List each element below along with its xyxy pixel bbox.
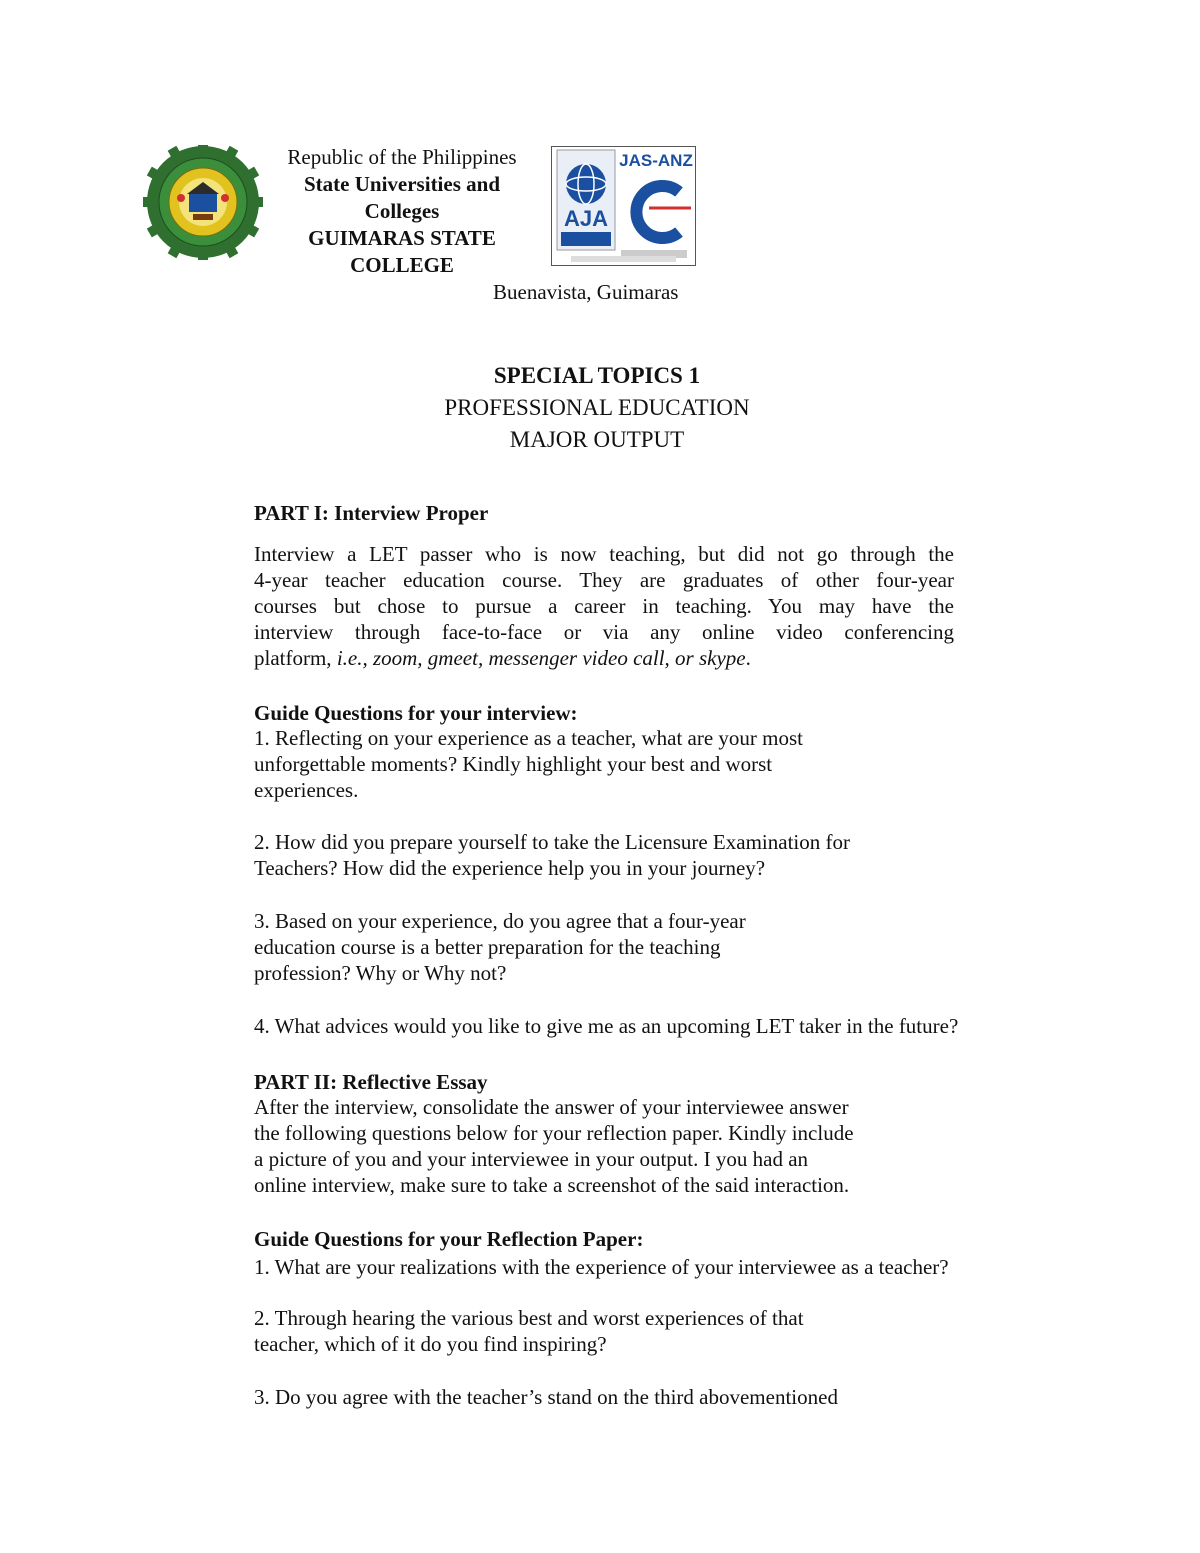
intro-last-suffix: . [745, 646, 751, 670]
document-title [300, 360, 894, 456]
part1-question-4 [254, 1013, 1054, 1039]
title-line3: MAJOR OUTPUT [509, 427, 685, 452]
intro-platform-examples: i.e., zoom, gmeet, messenger video call, or skype [336, 646, 746, 670]
question-line: unforgettable moments? Kindly highlight your best and worst [254, 752, 773, 776]
part1-intro-line: 4-year teacher education course. They are graduates of other four-year [254, 568, 954, 592]
question-line: 2. How did you prepare yourself to take the Licensure Examination for [254, 830, 850, 854]
part1-question-2 [254, 829, 954, 881]
part2-intro-line: the following questions below for your reflection paper. Kindly include [254, 1121, 854, 1145]
part2-intro-line: online interview, make sure to take a screenshot of the said interaction. [254, 1173, 850, 1197]
aja-logo-text: AJA [563, 206, 609, 231]
certification-logo [551, 146, 696, 266]
title-line2: PROFESSIONAL EDUCATION [444, 395, 750, 420]
part1-intro-line: interview through face-to-face or via any online video conferencing [254, 620, 954, 644]
part1-guide-heading: Guide Questions for your interview: [254, 701, 578, 725]
system-text-line1: State Universities and [304, 172, 500, 196]
part2-question-3 [254, 1384, 954, 1410]
part1-intro-line: Interview a LET passer who is now teaching, but did not go through the [254, 542, 954, 566]
republic-text: Republic of the Philippines [287, 145, 517, 169]
question-line: 2. Through hearing the various best and worst experiences of that [254, 1306, 804, 1330]
question-line: teacher, which of it do you find inspiring? [254, 1332, 607, 1356]
part1-intro-last-line [254, 645, 954, 671]
part2-intro-line: a picture of you and your interviewee in your output. I you had an [254, 1147, 809, 1171]
question-line: 1. What are your realizations with the experience of your interviewee as a teacher? [254, 1255, 949, 1279]
location-text: Buenavista, Guimaras [493, 280, 679, 304]
question-line: 1. Reflecting on your experience as a teacher, what are your most [254, 726, 804, 750]
part1-heading: PART I: Interview Proper [254, 501, 489, 525]
part2-guide-heading: Guide Questions for your Reflection Paper: [254, 1227, 644, 1251]
question-line: education course is a better preparation for the teaching [254, 935, 721, 959]
part1-question-3 [254, 908, 954, 986]
title-line1: SPECIAL TOPICS 1 [493, 363, 701, 388]
college-seal-logo [143, 145, 263, 260]
part1-intro-line: courses but chose to pursue a career in teaching. You may have the [254, 594, 954, 618]
part1-intro-paragraph [254, 541, 954, 671]
part1-question-1 [254, 725, 954, 803]
question-line: experiences. [254, 778, 359, 802]
question-line: 3. Based on your experience, do you agree that a four-year [254, 909, 746, 933]
question-line: Teachers? How did the experience help you in your journey? [254, 856, 766, 880]
college-name-line2: COLLEGE [350, 253, 454, 277]
part2-question-2 [254, 1305, 954, 1357]
part2-intro-line: After the interview, consolidate the answer of your interviewee answer [254, 1095, 849, 1119]
jas-anz-logo-text: JAS-ANZ [619, 151, 693, 170]
question-line: profession? Why or Why not? [254, 961, 507, 985]
part2-intro-paragraph [254, 1094, 954, 1198]
part2-heading: PART II: Reflective Essay [254, 1070, 488, 1094]
part2-question-1 [254, 1254, 1054, 1280]
question-line: 4. What advices would you like to give me as an upcoming LET taker in the future? [254, 1014, 959, 1038]
question-line: 3. Do you agree with the teacher’s stand on the third abovementioned [254, 1385, 838, 1409]
college-name-line1: GUIMARAS STATE [308, 226, 496, 250]
header-text-block [266, 144, 538, 279]
system-text-line2: Colleges [364, 199, 440, 223]
intro-last-prefix: platform, [254, 646, 337, 670]
